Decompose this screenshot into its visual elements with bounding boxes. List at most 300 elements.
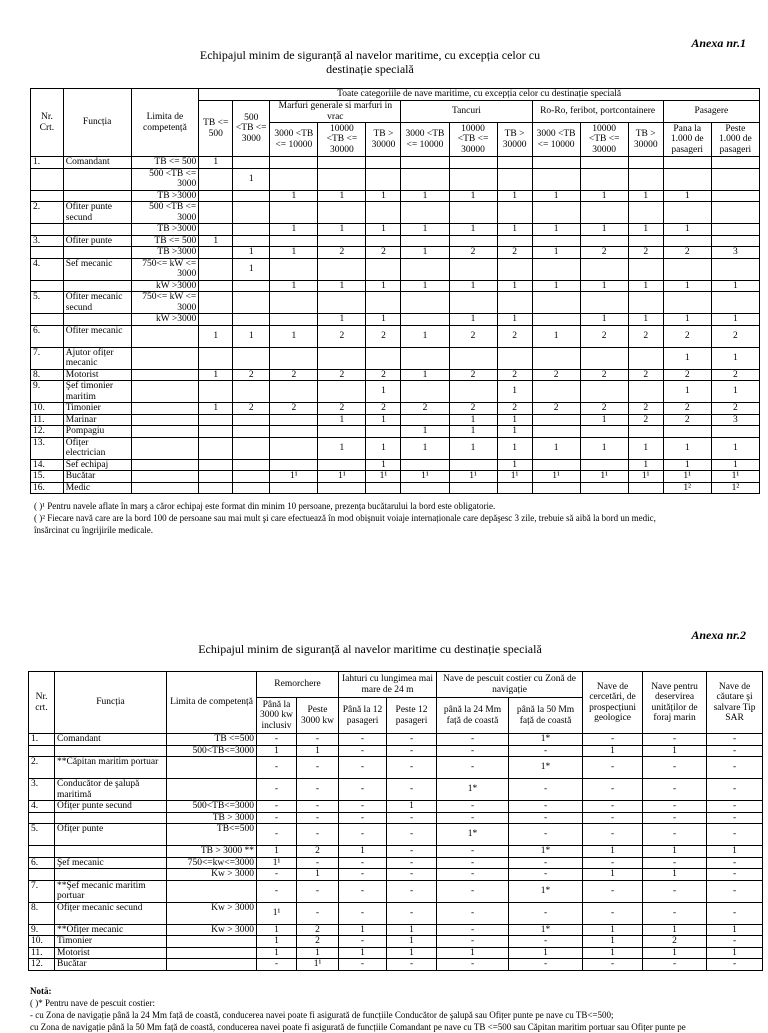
header-roro-s1: 3000 <TB <= 10000 [532,123,580,157]
cell-value: - [643,801,707,813]
cell-value [270,168,318,190]
cell-value: 2 [297,846,339,858]
cell-func [55,869,167,881]
cell-value: - [339,745,387,757]
header-nr: Nr. Crt. [31,89,64,157]
cell-value: 2 [401,403,449,415]
cell-nr: 13. [31,437,64,459]
cell-value: 2 [366,369,401,381]
cell-value: 1 [387,936,437,948]
cell-value: 1 [580,437,628,459]
cell-value [401,202,449,224]
cell-lim [131,437,199,459]
cell-value: 1 [257,936,297,948]
cell-value [532,414,580,426]
cell-value: - [387,745,437,757]
cell-func: Şef timonier maritim [63,381,131,403]
cell-value [233,381,270,403]
cell-value [270,482,318,494]
cell-value: 2 [366,247,401,259]
cell-value: - [583,959,643,971]
table-row [29,857,763,869]
cell-value: - [339,959,387,971]
cell-value: - [509,936,583,948]
cell-lim: TB >3000 [131,224,199,236]
table-row [31,471,760,483]
cell-value: 1 [583,947,643,959]
header-cercetari: Nave de cercetări, de prospecțiuni geologice [583,672,643,734]
cell-nr [29,812,55,824]
cell-value: - [387,757,437,779]
cell-lim: Kw > 3000 [167,902,257,924]
cell-value: 2 [318,325,366,347]
cell-func: Sef mecanic [63,258,131,280]
cell-value: 1 [663,347,711,369]
cell-value [580,292,628,314]
cell-value: 1 [401,224,449,236]
cell-value [270,235,318,247]
cell-lim [167,779,257,801]
cell-value: - [339,902,387,924]
cell-value [233,437,270,459]
cell-value [401,314,449,326]
cell-value: 2 [233,403,270,415]
cell-func: Ajutor ofițer mecanic [63,347,131,369]
cell-nr: 4. [29,801,55,813]
cell-nr: 1. [29,734,55,746]
cell-value: 2 [628,247,663,259]
cell-value [711,190,759,202]
cell-value [270,347,318,369]
cell-value: - [583,801,643,813]
cell-value: - [707,812,763,824]
cell-value: 1 [580,280,628,292]
cell-value [270,202,318,224]
cell-value: - [643,880,707,902]
cell-value: - [297,734,339,746]
cell-lim [131,482,199,494]
cell-value: - [707,869,763,881]
cell-value: - [387,902,437,924]
cell-value: 1² [711,482,759,494]
cell-value [233,482,270,494]
header-pasagere-p2: Peste 1.000 de pasageri [711,123,759,157]
cell-value: 2 [663,414,711,426]
header-iaht-i1: Până la 12 pasageri [339,698,387,734]
cell-value [233,426,270,438]
cell-value: - [643,902,707,924]
cell-value: 1 [707,846,763,858]
cell-value [318,482,366,494]
cell-value: 1 [366,224,401,236]
cell-value [497,292,532,314]
cell-value [199,292,233,314]
cell-value [663,202,711,224]
cell-value [366,482,401,494]
cell-value: - [437,924,509,936]
cell-value: 2 [497,403,532,415]
cell-value [199,381,233,403]
cell-value: - [257,757,297,779]
cell-value: 1 [257,924,297,936]
cell-value: - [297,812,339,824]
cell-value: - [643,757,707,779]
cell-value: 1 [257,947,297,959]
cell-value [233,414,270,426]
cell-value: 1 [663,280,711,292]
cell-value [532,381,580,403]
cell-func: Ofiter mecanic [63,325,131,347]
cell-value: 1 [532,247,580,259]
cell-value [628,347,663,369]
cell-value [233,471,270,483]
cell-value: 1 [339,924,387,936]
header-tancuri-s3: TB > 30000 [497,123,532,157]
annex-2-nota: Notă: [30,986,52,996]
cell-value: - [643,857,707,869]
cell-func: Motorist [63,369,131,381]
cell-nr: 10. [29,936,55,948]
cell-value: 2 [297,924,339,936]
cell-value [580,482,628,494]
cell-value: 1 [497,414,532,426]
cell-value: - [643,779,707,801]
header-roro-s2: 10000 <TB <= 30000 [580,123,628,157]
annex-2-title: Echipajul minim de siguranță al navelor maritime cu destinație specială [198,642,542,656]
cell-value: - [583,734,643,746]
cell-value: - [583,779,643,801]
cell-value: - [297,902,339,924]
cell-value: - [297,857,339,869]
cell-func: Conducător de şalupă maritimă [55,779,167,801]
cell-value [270,292,318,314]
cell-value: - [583,812,643,824]
table-row [31,258,760,280]
cell-func [63,168,131,190]
cell-func [55,745,167,757]
cell-value: 1 [270,247,318,259]
cell-value [366,157,401,169]
cell-value [318,292,366,314]
cell-lim [131,325,199,347]
cell-value: - [297,880,339,902]
cell-lim [131,369,199,381]
cell-value [449,459,497,471]
cell-value: - [509,801,583,813]
cell-value: - [297,824,339,846]
cell-value: 1 [643,846,707,858]
cell-value: 1 [711,280,759,292]
cell-nr [31,247,64,259]
cell-value: 1 [401,190,449,202]
header-all-categories: Toate categoriile de nave maritime, cu excepția celor cu destinație specială [199,89,760,101]
cell-value: - [339,757,387,779]
cell-value [318,168,366,190]
cell-lim: Kw > 3000 [167,869,257,881]
cell-value [233,157,270,169]
cell-value: - [339,801,387,813]
header-deservire: Nave pentru deservirea unităților de foraj marin [643,672,707,734]
table-row [29,947,763,959]
cell-nr [29,869,55,881]
cell-value: - [437,857,509,869]
cell-value: 1 [297,869,339,881]
cell-value: - [257,779,297,801]
table-row [31,157,760,169]
cell-lim: TB >3000 [131,190,199,202]
cell-value: 1 [509,947,583,959]
cell-value: 1 [339,947,387,959]
cell-lim [167,959,257,971]
header-marfuri: Marfuri generale si marfuri in vrac [270,101,401,123]
cell-value: 1 [583,936,643,948]
table-row [29,880,763,902]
cell-value: 1 [497,314,532,326]
cell-value: - [707,959,763,971]
cell-lim [167,757,257,779]
cell-value: 1 [580,224,628,236]
cell-value [449,202,497,224]
cell-value [233,190,270,202]
cell-value [711,235,759,247]
cell-func: Bucătar [55,959,167,971]
cell-value: 1 [233,168,270,190]
cell-value [401,347,449,369]
cell-value: 1 [711,347,759,369]
header-remorchere: Remorchere [257,672,339,698]
cell-value [663,258,711,280]
cell-value: 1 [628,190,663,202]
cell-value: - [583,757,643,779]
cell-value: 2 [497,325,532,347]
table-row [29,824,763,846]
cell-value [628,258,663,280]
cell-value [199,426,233,438]
cell-value: - [707,734,763,746]
cell-value: 2 [318,369,366,381]
cell-value: - [387,880,437,902]
cell-value [449,381,497,403]
annex-2-label: Anexa nr.2 [691,628,746,642]
cell-value: 1 [628,437,663,459]
cell-func: Timonier [55,936,167,948]
cell-value: - [437,734,509,746]
cell-value: 2 [663,325,711,347]
cell-value: - [707,857,763,869]
cell-value: 1* [437,824,509,846]
annex-1-label: Anexa nr.1 [691,36,746,50]
cell-value: 1 [643,745,707,757]
cell-value: 1 [297,745,339,757]
cell-value: - [509,857,583,869]
cell-value [199,280,233,292]
cell-value [580,347,628,369]
cell-nr: 8. [31,369,64,381]
cell-lim: kW >3000 [131,314,199,326]
table-row [31,280,760,292]
cell-lim [167,880,257,902]
cell-value: - [297,779,339,801]
cell-value: 1 [401,369,449,381]
cell-value: 1 [387,801,437,813]
cell-nr [31,314,64,326]
annex-1-title-line-1: Echipajul minim de siguranță al navelor maritime, cu excepția celor cu [199,48,541,62]
cell-value: 2 [366,403,401,415]
cell-value: 1 [257,745,297,757]
cell-value [532,314,580,326]
cell-value: 1 [318,437,366,459]
cell-value [711,426,759,438]
cell-value: - [387,812,437,824]
cell-value [532,202,580,224]
cell-value [628,157,663,169]
cell-value [199,190,233,202]
cell-value: 1 [270,280,318,292]
cell-value: 1¹ [497,471,532,483]
cell-value [199,202,233,224]
annex-2-notes [30,985,686,1033]
cell-nr: 10. [31,403,64,415]
cell-value: 1 [401,426,449,438]
cell-func: Pompagiu [63,426,131,438]
table-row [29,936,763,948]
cell-value: 1 [497,459,532,471]
table-row [29,779,763,801]
cell-value: 1* [509,880,583,902]
cell-func: Ofiter mecanic secund [63,292,131,314]
cell-nr [31,280,64,292]
cell-value [580,202,628,224]
table-row [31,369,760,381]
cell-value: 1 [643,924,707,936]
cell-value: 1* [509,846,583,858]
cell-value [318,258,366,280]
cell-value: 2 [233,369,270,381]
cell-value: 2 [449,247,497,259]
cell-value: 1¹ [532,471,580,483]
cell-value: - [707,824,763,846]
table-row [29,812,763,824]
cell-value: - [583,824,643,846]
cell-value [199,437,233,459]
cell-value: 1¹ [401,471,449,483]
cell-value: 1 [233,247,270,259]
cell-value [199,471,233,483]
cell-value [628,482,663,494]
cell-value: 1 [366,414,401,426]
cell-value: 2 [532,369,580,381]
cell-value: - [707,936,763,948]
cell-value [318,235,366,247]
cell-value: 1 [583,745,643,757]
cell-value: 2 [580,369,628,381]
cell-value [318,157,366,169]
cell-value: 1¹ [366,471,401,483]
header-tancuri: Tancuri [401,101,532,123]
cell-value: - [387,779,437,801]
cell-value: 1 [628,459,663,471]
header-limita: Limita de competență [131,89,199,157]
cell-value: 1¹ [449,471,497,483]
cell-value [497,258,532,280]
cell-lim [167,936,257,948]
cell-func: Ofiter punte [63,235,131,247]
header-tb-500-3000: 500 <TB <= 3000 [233,101,270,157]
cell-value: 2 [580,403,628,415]
cell-value [401,459,449,471]
cell-lim: 750<= kW <= 3000 [131,292,199,314]
cell-value [449,235,497,247]
cell-value: - [437,801,509,813]
cell-value: 3 [711,414,759,426]
cell-value: - [387,959,437,971]
cell-func: Comandant [55,734,167,746]
cell-value: 1 [366,190,401,202]
cell-value [270,314,318,326]
cell-value: - [339,857,387,869]
cell-func: Motorist [55,947,167,959]
cell-nr: 16. [31,482,64,494]
cell-func: **Şef mecanic maritim portuar [55,880,167,902]
cell-value: 2 [580,247,628,259]
cell-value [199,459,233,471]
cell-value [711,202,759,224]
cell-value [270,459,318,471]
cell-value: 1¹ [318,471,366,483]
cell-value: 2 [711,403,759,415]
cell-value [199,347,233,369]
table-row [31,347,760,369]
cell-value: - [437,846,509,858]
annex-2-note-3: cu Zona de navigație până la 50 Mm față de coastă, conducerea navei poate fi asigurată de funcțiile Comandant pe nave cu TB <=500 sau Căpitan maritim portuar sau Ofițer punte pe [30,1022,686,1032]
cell-value: - [643,824,707,846]
cell-func: Comandant [63,157,131,169]
cell-value [318,459,366,471]
cell-value: - [707,801,763,813]
cell-value: 2 [532,403,580,415]
cell-value [233,280,270,292]
cell-func [63,190,131,202]
cell-value [711,224,759,236]
cell-value: 1 [199,235,233,247]
cell-value: 1 [449,224,497,236]
cell-value [270,437,318,459]
cell-func: Ofițer punte secund [55,801,167,813]
table-row [29,846,763,858]
cell-nr: 2. [29,757,55,779]
table-row [31,235,760,247]
cell-value: 1 [366,280,401,292]
header-marfuri-s3: TB > 30000 [366,123,401,157]
cell-value [580,459,628,471]
cell-value [580,426,628,438]
cell-func: Sef echipaj [63,459,131,471]
cell-value [366,258,401,280]
cell-lim [131,347,199,369]
cell-value: 2 [318,247,366,259]
cell-value [711,292,759,314]
cell-func: Ofițer mecanic secund [55,902,167,924]
cell-nr: 12. [29,959,55,971]
cell-value: 1 [318,414,366,426]
cell-value: 1 [401,437,449,459]
cell-nr: 11. [31,414,64,426]
cell-value: - [257,959,297,971]
cell-value: 1 [711,381,759,403]
cell-value: - [339,936,387,948]
cell-nr [29,846,55,858]
table-row [29,902,763,924]
